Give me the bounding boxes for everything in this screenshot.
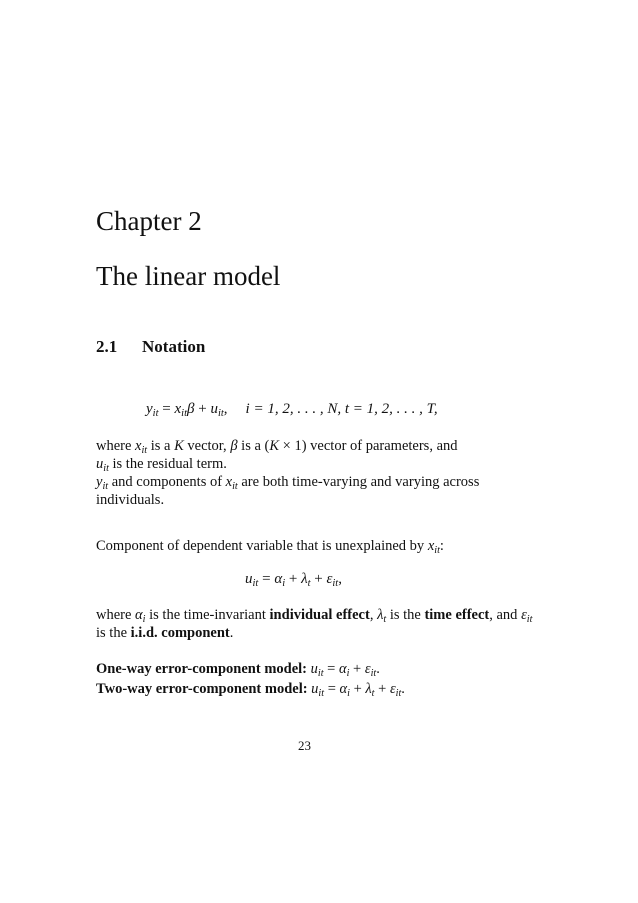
section-title: Notation bbox=[142, 337, 206, 356]
section-heading bbox=[96, 337, 205, 357]
term-individual-effect: individual effect bbox=[269, 607, 370, 623]
page-number: 23 bbox=[298, 738, 311, 753]
term-iid-component: i.i.d. component bbox=[130, 625, 230, 641]
twoway-model: Two-way error-component model: $u_{it} = \alpha_i + \lambda_t + \varepsilon_{it}$. bbox=[96, 681, 405, 699]
error-equation: $u_{it} = \alpha_i + \lambda_t + \varepsilon_{it}$, bbox=[245, 571, 342, 589]
index-ranges: i = 1, 2, . . . , N, t = 1, 2, . . . , T, bbox=[245, 401, 438, 417]
chapter-title: The linear model bbox=[96, 261, 281, 291]
paragraph-definitions: where $x_{it}$ is a K vector, β is a (K × 1) vector of parameters, and $u_{it}$ is the residual term. $y_{it}$ and components of $x_{it}$ are both time-varying and varying across individuals. bbox=[96, 438, 480, 508]
model-equation: $y_{it} = x_{it}\beta + u_{it}$, i = 1, 2, . . . , N, t = 1, 2, . . . , T, bbox=[146, 401, 438, 419]
chapter-label: Chapter 2 bbox=[96, 206, 202, 236]
term-time-effect: time effect bbox=[424, 607, 490, 623]
section-number: 2.1 bbox=[96, 337, 118, 356]
oneway-model: One-way error-component model: $u_{it} = \alpha_i + \varepsilon_{it}$. bbox=[96, 661, 380, 679]
paragraph-unexplained: Component of dependent variable that is unexplained by $x_{it}$: bbox=[96, 538, 444, 556]
paragraph-components: where $\alpha_i$ is the time-invariant individual effect, $\lambda_t$ is the time effect, and $\varepsilon_{it}$ is the i.i.d. component. bbox=[96, 607, 533, 641]
